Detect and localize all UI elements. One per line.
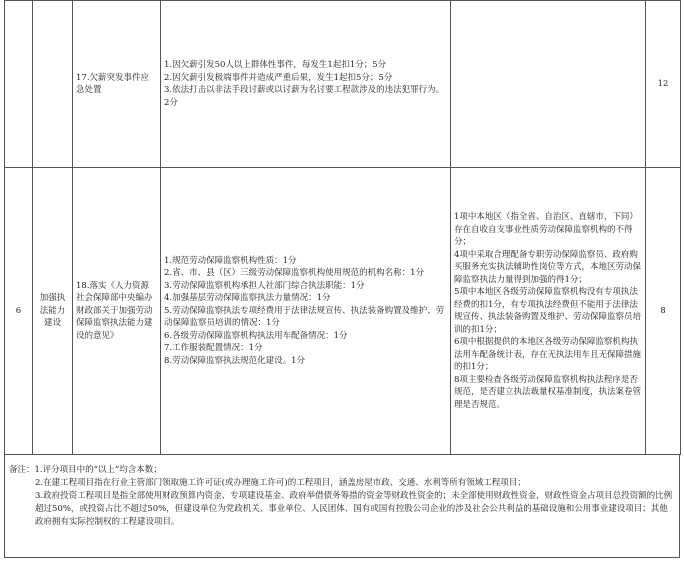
row-number-cell: [5, 1, 33, 168]
notes-section: [4, 454, 680, 558]
scoring-line: 6项中根据提供的本地区各级劳动保障监察机构执法用车配备统计表，存在无执法用车且无保障措施的扣1分；: [454, 337, 642, 372]
note-line-1: 备注：1.评分项目中的“以上”均含本数；: [9, 465, 162, 475]
criteria-line: 3.劳动保障监察机构承担人社部门综合执法职能：1分: [164, 280, 365, 291]
criteria-line: 4.加强基层劳动保障监察执法力量情况：1分: [164, 293, 331, 304]
scoring-line: 1项中本地区（指全省、自治区、直辖市，下同）存在自收自支事业性质劳动保障监察机构的不得分；: [454, 212, 638, 247]
scoring-cell: [451, 168, 646, 455]
criteria-cell: [161, 1, 451, 168]
scoring-line: 5项中本地区各级劳动保障监察机构没有专项执法经费的扣1分，有专项执法经费但不能用于法律法规宣传、执法装备购置及维护、劳动保障监察员培训的扣1分；: [454, 287, 642, 335]
scoring-line: 8项主要检查各级劳动保障监察机构执法程序是否规范，是否建立执法裁量权基准制度，执法案卷管理是否规范。: [454, 374, 642, 410]
row-number-cell: 6: [5, 168, 33, 455]
category-cell: 加强执法能力建设: [33, 168, 73, 455]
table-row: [5, 1, 681, 168]
note-line-3: 3.政府投资工程项目是指全部使用财政预算内资金、专项建设基金、政府举借债务筹措的资金等财政性资金的；未全部使用财政性资金，财政性资金占项目总投资额的比例超过50%，或投资占比不超过50%，但建设单位为党政机关、事业单位、人民团体、国有或国有控股公司企业的涉及社会公共利益的基础设施和公用事业建设项目；其他政府拥有实际控制权的工程建设项目。: [35, 491, 673, 527]
score-cell: 12: [646, 1, 681, 168]
criteria-line: 1.规范劳动保障监察机构性质：1分: [164, 255, 297, 266]
criteria-line: 7.工作服装配置情况：1分: [164, 343, 263, 354]
criteria-cell: [161, 168, 451, 455]
scoring-line: 4项中采取合理配备专职劳动保障监察员、政府购买服务充实执法辅助性岗位等方式，本地区劳动保障监察执法力量得到加强的得1分；: [454, 249, 642, 285]
item-cell: 17.欠薪突发事件应急处置: [73, 1, 161, 168]
criteria-line: 2.省、市、县（区）三级劳动保障监察机构使用规范的机构名称：1分: [164, 268, 425, 279]
scoring-cell: [451, 1, 646, 168]
criteria-line: 2.因欠薪引发极端事件并造成严重后果，发生1起扣5分；5分: [164, 72, 393, 83]
item-cell: 18.落实《人力资源社会保障部中央编办财政部关于加强劳动保障监察执法能力建设的意见》: [73, 168, 161, 455]
table-row: [5, 168, 681, 455]
score-cell: 8: [646, 168, 681, 455]
assessment-table: [4, 0, 681, 455]
criteria-line: 5.劳动保障监察执法专项经费用于法律法规宣传、执法装备购置及维护、劳动保障监察员培训的情况：1分: [164, 305, 445, 329]
criteria-line: 8.劳动保障监察执法规范化建设。1分: [164, 355, 306, 366]
criteria-line: 1.因欠薪引发50人以上群体性事件，每发生1起扣1分；5分: [164, 60, 387, 70]
criteria-line: 3.依法打击以非法手段讨薪或以讨薪为名讨要工程款涉及的违法犯罪行为。2分: [164, 85, 445, 108]
note-line-2: 2.在建工程项目指在行业主管部门领取施工许可证(或办理施工许可)的工程项目，涵盖房屋市政、交通、水利等所有领域工程项目；: [35, 478, 526, 488]
category-cell: [33, 1, 73, 168]
criteria-line: 6.各级劳动保障监察机构执法用车配备情况：1分: [164, 330, 348, 341]
